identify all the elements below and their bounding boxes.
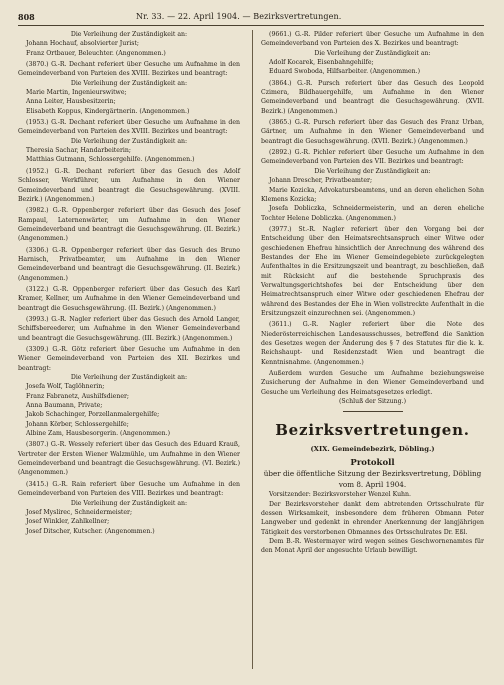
paragraph: Elisabeth Koppus, Kindergärtnerin. (Angenommen.) (26, 107, 190, 115)
paragraph: Die Verleihung der Zuständigkeit an: (314, 49, 431, 57)
paragraph: Jakob Schachinger, Porzellanmalergehilfe; (26, 411, 160, 419)
paragraph: Anna Leiter, Hausbesitzerin; (26, 98, 116, 106)
paragraph: Johann Hochauf, absolvierter Jurist; (26, 40, 139, 48)
paragraph: (1952.) G.-R. Dechant referiert über das Gesuch des Adolf Schlosser, Werkführer, um Aufnahme in den Wiener Gemeindeverband und beantragt die Gesuchsgewährung. (XVIII. Bezirk.) (Angenommen.) (18, 167, 240, 203)
right-column (261, 30, 484, 556)
paragraph: Josefa Wolf, Taglöhnerin; (26, 383, 105, 391)
section-subtitle: (XIX. Gemeindebezirk, Döbling.) (310, 445, 435, 454)
paragraph: Dem B.-R. Westermayer wird wegen seines Geschwornenamtes für den Monat April der angesuchte Urlaub bewilligt. (261, 538, 484, 555)
paragraph: (3977.) St.-R. Nagler referiert über den Vorgang bei der Entscheidung über den Heimatsrechtsanspruch einer Witwe oder geschiedenen Ehefrau hinsichtlich der Anrechnung des während des Bestandes der Ehe im Wiener Gemeindegebiete zurückgelegten Aufenthaltes in die Ersitzungszeit und beantragt, zu beschließen, daß mit Rücksicht auf die bestehende Spruchpraxis des Verwaltungsgerichtshofes bei der Entscheidung über den Heimatrechtsanspruch einer Witwe oder geschiedenen Ehefrau der während des Bestandes der Ehe in Wien vollstreckte Aufenthalt in die Ersitzungszeit einzurechnen sei. (Angenommen.) (261, 225, 484, 317)
paragraph: Eduard Swoboda, Hilfsarbeiter. (Angenommen.) (269, 68, 421, 76)
paragraph: Franz Ortbauer, Beleuchter. (Angenommen.) (26, 49, 166, 57)
paragraph: (3807.) G.-R. Wessely referiert über das Gesuch des Eduard Krauß, Vertreter der Ersten Wiener Walzmühle, um Aufnahme in den Wiener Gemeindeverband und beantragt die Gesuchsgewährung. (VI. Bezirk.) (Angenommen.) (18, 441, 240, 477)
paragraph: Die Verleihung der Zuständigkeit an: (70, 79, 188, 87)
paragraph: (3982.) G.-R. Oppenberger referiert über das Gesuch des Josef Rampaul, Laternenwärter, um Aufnahme in den Wiener Gemeindeverband und beantragt die Gesuchsgewährung. (II. Bezirk.) (Angenommen.) (18, 207, 240, 243)
paragraph: Franz Fabranetz, Aushilfsdiener; (26, 392, 130, 400)
paragraph: (3864.) G.-R. Pursch referiert über das Gesuch des Leopold Czimera, Bildhauergehilfe, um Aufnahme in den Wiener Gemeindeverband und beantragt die Gesuchsgewährung. (XVII. Bezirk.) (Angenommen.) (261, 79, 484, 115)
paragraph: (3309.) G.-R. Götz referiert über Gesuche um Aufnahme in den Wiener Gemeindeverband von Parteien des XII. Bezirkes und beantragt: (18, 346, 240, 372)
paragraph: Marie Martin, Ingenieurswitwe; (26, 89, 127, 97)
paragraph: (3993.) G.-R. Nagler referiert über das Gesuch des Arnold Langer, Schiffsbereederer, um Aufnahme in den Wiener Gemeindeverband und beantragt die Gesuchsgewährung. (III. Bezirk.) (Angenommen.) (18, 315, 240, 342)
page-number: 808 (18, 12, 35, 22)
page-header (18, 12, 484, 24)
header-title: Nr. 33. — 22. April 1904. — Bezirksvertretungen. (136, 12, 342, 21)
paragraph: Josef Ditscher, Kutscher. (Angenommen.) (26, 527, 155, 535)
paragraph: Marie Kozicka, Advokatursbeamtens, und an deren ehelichen Sohn Klemens Kozicka; (261, 186, 484, 203)
protocol-intro: über die öffentliche Sitzung der Bezirksvertretung, Döbling vom 8. April 1904. (263, 469, 482, 489)
chairman-line: Vorsitzender: Bezirksvorsteher Wenzel Kuhn. (269, 491, 411, 499)
paragraph: Albine Zam, Hausbesorgerin. (Angenommen.) (26, 430, 171, 438)
paragraph: Die Verleihung der Zuständigkeit an: (70, 137, 188, 145)
paragraph: (3306.) G.-R. Oppenberger referiert über das Gesuch des Bruno Harnisch, Privatbeamter, um Aufnahme in den Wiener Gemeindeverband und beantragt die Gesuchsgewährung. (II. Bezirk.) (Angenommen.) (18, 246, 240, 282)
paragraph: (9661.) G.-R. Pilder referiert über Gesuche um Aufnahme in den Gemeindeverband von Parteien des X. Bezirkes und beantragt: (261, 31, 484, 48)
session-end: (Schluß der Sitzung.) (339, 398, 406, 406)
paragraph: Johann Drescher, Privatbeamter; (269, 177, 373, 185)
column-divider (252, 30, 253, 669)
paragraph: Die Verleihung der Zuständigkeit an: (70, 374, 188, 382)
paragraph: (3865.) G.-R. Pursch referiert über das Gesuch des Franz Urban, Gärtner, um Aufnahme in den Wiener Gemeindeverband und beantragt die Gesuchsgewährung. (XVII. Bezirk.) (Angenommen.) (261, 119, 484, 145)
paragraph: Matthias Gutmann, Schlossergehilfe. (Angenommen.) (26, 156, 195, 164)
paragraph: (3611.) G.-R. Nagler referiert über die Note des Niederösterreichischen Landesausschusses, betreffend die Sanktion des Gesetzes wegen der Änderung des § 7 des Statutes für die k. k. Reichshaupt- und Residenzstadt Wien und beantragt die Kenntnisnahme. (Angenommen.) (261, 321, 484, 366)
paragraph: Josef Winkler, Zahlkellner; (26, 518, 110, 526)
protocol-heading: Protokoll (350, 458, 395, 469)
paragraph: (3870.) G.-R. Dechant referiert über Gesuche um Aufnahme in den Gemeindeverband von Parteien des XVIII. Bezirkes und beantragt: (18, 61, 240, 78)
section-title: Bezirksvertretungen. (275, 421, 470, 440)
paragraph: Die Verleihung der Zuständigkeit an: (70, 499, 188, 507)
paragraph: (3122.) G.-R. Oppenberger referiert über das Gesuch des Karl Kramer, Kellner, um Aufnahme in den Wiener Gemeindeverband und beantragt die Gesuchsgewährung. (II. Bezirk.) (Angenommen.) (18, 285, 240, 312)
paragraph: Adolf Kocarek, Eisenbahngehilfe; (269, 59, 374, 67)
section-separator (343, 411, 403, 412)
paragraph: Anna Baumann, Private; (26, 402, 103, 410)
left-column (18, 30, 240, 536)
paragraph: (3415.) G.-R. Rain referiert über Gesuche um Aufnahme in den Gemeindeverband von Parteien des VIII. Bezirkes und beantragt: (18, 480, 240, 498)
paragraph: Johann Körber, Schlossergehilfe; (26, 420, 129, 428)
paragraph: Josef Myslirec, Schneidermeister; (26, 508, 133, 516)
paragraph: Josefa Dobliczka, Schneidermeisterin, und an deren eheliche Tochter Helene Dobliczka. (Angenommen.) (261, 205, 484, 222)
paragraph: Der Bezirksvorsteher dankt dem abtretenden Ortsschulrate für dessen Wirksamkeit, insbesondere dem früheren Obmann Peter Langweber und gedenkt in ehrender Anerkennung der langjährigen Tätigkeit des verstorbenen Obmannes des Ortsschulrates Dr. Eßl. (261, 500, 484, 536)
paragraph: (1953.) G.-R. Dechant referiert über Gesuche um Aufnahme in den Gemeindeverband von Parteien des XVIII. Bezirkes und beantragt: (18, 119, 240, 136)
paragraph: Außerdem wurden Gesuche um Aufnahme beziehungsweise Zusicherung der Aufnahme in den Wiener Gemeindeverband und Gesuche um Verleihung des Heimatsgesetzes erledigt. (261, 370, 484, 396)
paragraph: Die Verleihung der Zuständigkeit an: (70, 31, 188, 38)
paragraph: Die Verleihung der Zuständigkeit an: (314, 167, 431, 175)
paragraph: Theresia Sachar, Handarbeiterin; (26, 147, 131, 155)
paragraph: (2892.) G.-R. Pichler referiert über Gesuche um Aufnahme in den Gemeindeverband von Parteien des VII. Bezirkes und beantragt: (261, 149, 484, 166)
header-rule (18, 25, 484, 26)
